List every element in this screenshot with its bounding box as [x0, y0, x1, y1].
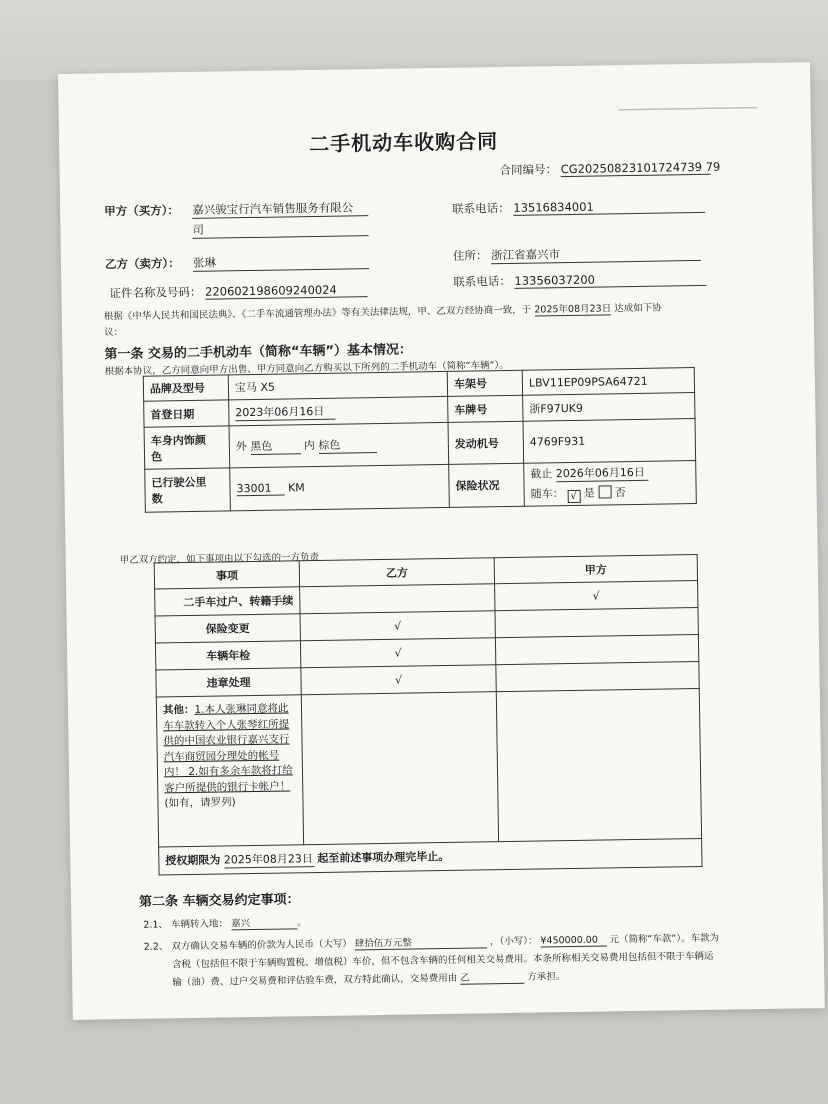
auth-date: 2025年08月23日 [224, 850, 314, 868]
duty-row-label: 保险变更 [155, 614, 300, 643]
party-a-name-line2 [192, 219, 368, 239]
insurance-until-date: 2026年06月16日 [556, 464, 648, 482]
party-a-name-text1: 嘉兴骏宝行汽车销售服务有限公 [192, 199, 368, 219]
party-b-name-row [193, 252, 369, 272]
mileage-label-line2: 数 [151, 492, 163, 506]
bleed-through-text: ▁▁▁▁▁▁▁▁▁▁▁▁▁▁▁▁▁▁▁▁ [618, 99, 758, 112]
duty-col-b: 乙方 [299, 558, 494, 587]
clause-2-2-line2: 含税（包括但不限于车辆购置税、增值税）车价，但不包含车辆的任何相关交易费用。本条所称相关交易费用包括但不限于车辆运 [171, 950, 714, 971]
intro-line2: 议： [103, 327, 124, 339]
contract-number-label: 合同编号： [499, 162, 558, 178]
duty-other-label: 其他： [162, 703, 195, 717]
intro-date: 2025年08月23日 [534, 300, 611, 316]
duty-other-cell [156, 695, 303, 847]
id-label: 证件名称及号码： [109, 284, 202, 301]
auth-label: 授权期限为 [165, 853, 221, 868]
auth-tail: 起至前述事项办理完毕止。 [317, 849, 450, 866]
party-b-name-value: 张琳 [193, 252, 369, 272]
clause-2-2-number: 2.2、 [143, 941, 169, 953]
color-label-line2: 色 [150, 449, 163, 464]
table-row [156, 689, 701, 848]
frame-value: LBV11EP09PSA64721 [522, 368, 694, 396]
interior-label: 内 [303, 439, 315, 453]
yes-label: 是 [583, 486, 595, 500]
color-cell [229, 422, 449, 467]
engine-label: 发动机号 [448, 421, 524, 464]
no-label: 否 [614, 486, 626, 500]
duty-row-label: 违章处理 [156, 668, 301, 697]
plate-value: 浙F97UK9 [523, 393, 695, 422]
id-row [109, 281, 367, 301]
mileage-unit: KM [287, 481, 305, 495]
exterior-label: 外 [235, 440, 247, 454]
intro-text2: 达成如下协 [614, 302, 662, 315]
party-a-phone-value: 13516834001 [513, 198, 705, 216]
duty-a-tick [495, 635, 698, 665]
table-row [145, 461, 697, 513]
exterior-color: 黑色 [250, 437, 300, 455]
address-label: 住所： [452, 248, 488, 263]
clause-2-2-line3-end: 方承担。 [527, 971, 566, 983]
fee-payer: 乙 [460, 969, 524, 985]
yes-checkbox[interactable]: √ [567, 490, 580, 503]
duty-a-tick [495, 608, 698, 638]
duty-intro: 甲乙双方约定，如下事项由以下勾选的一方负责 [119, 551, 320, 567]
color-label [144, 426, 230, 469]
duty-other-a [496, 689, 701, 842]
reg-date-cell [229, 396, 448, 425]
insurance-label: 保险状况 [449, 463, 525, 507]
party-a-name-text2: 司 [192, 219, 368, 239]
clause-2-1 [143, 914, 306, 932]
duty-row-label: 车辆年检 [155, 641, 300, 670]
vehicle-info-table [143, 367, 697, 513]
duty-a-tick [496, 662, 699, 692]
clause-2-1-number: 2.1、 [143, 919, 169, 931]
insurance-with-row [531, 483, 690, 503]
duty-table [154, 554, 703, 876]
contract-number-value: CG20250823101724739 79 [560, 159, 721, 177]
article1-heading: 第一条 交易的二手机动车（简称“车辆”）基本情况： [104, 342, 413, 363]
mileage-label-line1: 已行驶公里 [151, 475, 207, 490]
insurance-cell [524, 461, 697, 507]
party-b-phone-value: 13356037200 [514, 271, 706, 289]
duty-a-tick: √ [495, 581, 698, 611]
brand-value: 宝马 X5 [228, 371, 447, 399]
mileage-value: 33001 [236, 481, 284, 496]
mileage-label [145, 468, 231, 512]
article1-note: 根据本协议，乙方同意向甲方出售、甲方同意向乙方购买以下所列的二手机动车（简称“车辆”）。 [104, 359, 509, 378]
reg-date-label: 首登日期 [144, 400, 229, 427]
contract-number-row [499, 159, 721, 178]
party-b-phone-row [453, 270, 706, 290]
clause-2-2-text-b: ，（小写）： [489, 935, 538, 948]
duty-other-text [163, 701, 296, 796]
duty-row-label: 二手车过户、转籍手续 [155, 587, 300, 616]
contract-paper [58, 62, 825, 1020]
frame-label: 车架号 [447, 370, 522, 396]
clause-2-2-line3-text: 输（油）费、过户交易费和评估验车费，双方特此确认，交易费用由 [172, 972, 458, 989]
interior-color: 棕色 [318, 436, 376, 454]
article2-heading: 第二条 车辆交易约定事项： [138, 892, 300, 910]
reg-date-value: 2023年06月16日 [235, 403, 335, 422]
party-b-label: 乙方（卖方）： [104, 256, 180, 272]
party-a-phone-row [452, 197, 705, 217]
clause-2-1-value: 嘉兴 [231, 914, 297, 930]
address-value: 浙江省嘉兴市 [491, 244, 701, 264]
party-a-name-line1 [192, 199, 368, 219]
party-a-label: 甲方（买方）： [104, 203, 180, 219]
price-uppercase: 肆拾伍万元整 [355, 933, 487, 950]
insurance-with-label: 随车： [530, 487, 564, 501]
no-checkbox[interactable] [598, 485, 611, 498]
duty-col-a: 甲方 [494, 555, 697, 584]
clause-2-2-text-c: 元（简称“车款”）。车款为 [609, 932, 720, 946]
duty-b-tick: √ [301, 665, 496, 695]
party-a-phone-label: 联系电话： [452, 200, 510, 216]
duty-other-b [301, 692, 498, 845]
intro-text1: 根据《中华人民共和国民法典》、《二手车流通管理办法》等有关法律法规，甲、乙双方经协商一致，于 [103, 304, 532, 323]
id-value: 220602198609240024 [205, 282, 367, 300]
brand-label: 品牌及型号 [143, 375, 228, 401]
duty-b-tick: √ [300, 638, 495, 668]
duty-col-item: 事项 [154, 561, 299, 589]
address-row [453, 244, 701, 265]
plate-label: 车牌号 [448, 395, 523, 422]
clause-2-1-end: 。 [296, 917, 307, 929]
duty-b-tick [300, 584, 495, 614]
clause-2-1-label: 车辆转入地： [170, 918, 229, 931]
intro-line1 [104, 300, 662, 324]
price-lowercase: ¥450000.00 [540, 934, 606, 947]
document-title: 二手机动车收购合同 [308, 129, 499, 157]
clause-2-2-line3 [172, 968, 565, 989]
mileage-cell [230, 464, 450, 510]
insurance-until-row [530, 463, 689, 482]
duty-other-content: 1.本人张琳同意将此车车款转入个人张琴红所提供的中国农业银行嘉兴支行汽车商贸园分理处的帐号内！ 2.如有多余车款将打给客户所提供的银行卡帐户！ [163, 702, 293, 794]
color-label-line1: 车身内饰颜 [150, 433, 206, 448]
duty-other-note: (如有，请罗列) [164, 796, 236, 810]
engine-value: 4769F931 [523, 419, 696, 464]
party-b-phone-label: 联系电话： [453, 273, 511, 289]
insurance-until-label: 截止 [530, 467, 553, 481]
duty-b-tick: √ [300, 611, 495, 641]
clause-2-2-text-a: 双方确认交易车辆的价款为人民币（大写） [171, 938, 352, 953]
